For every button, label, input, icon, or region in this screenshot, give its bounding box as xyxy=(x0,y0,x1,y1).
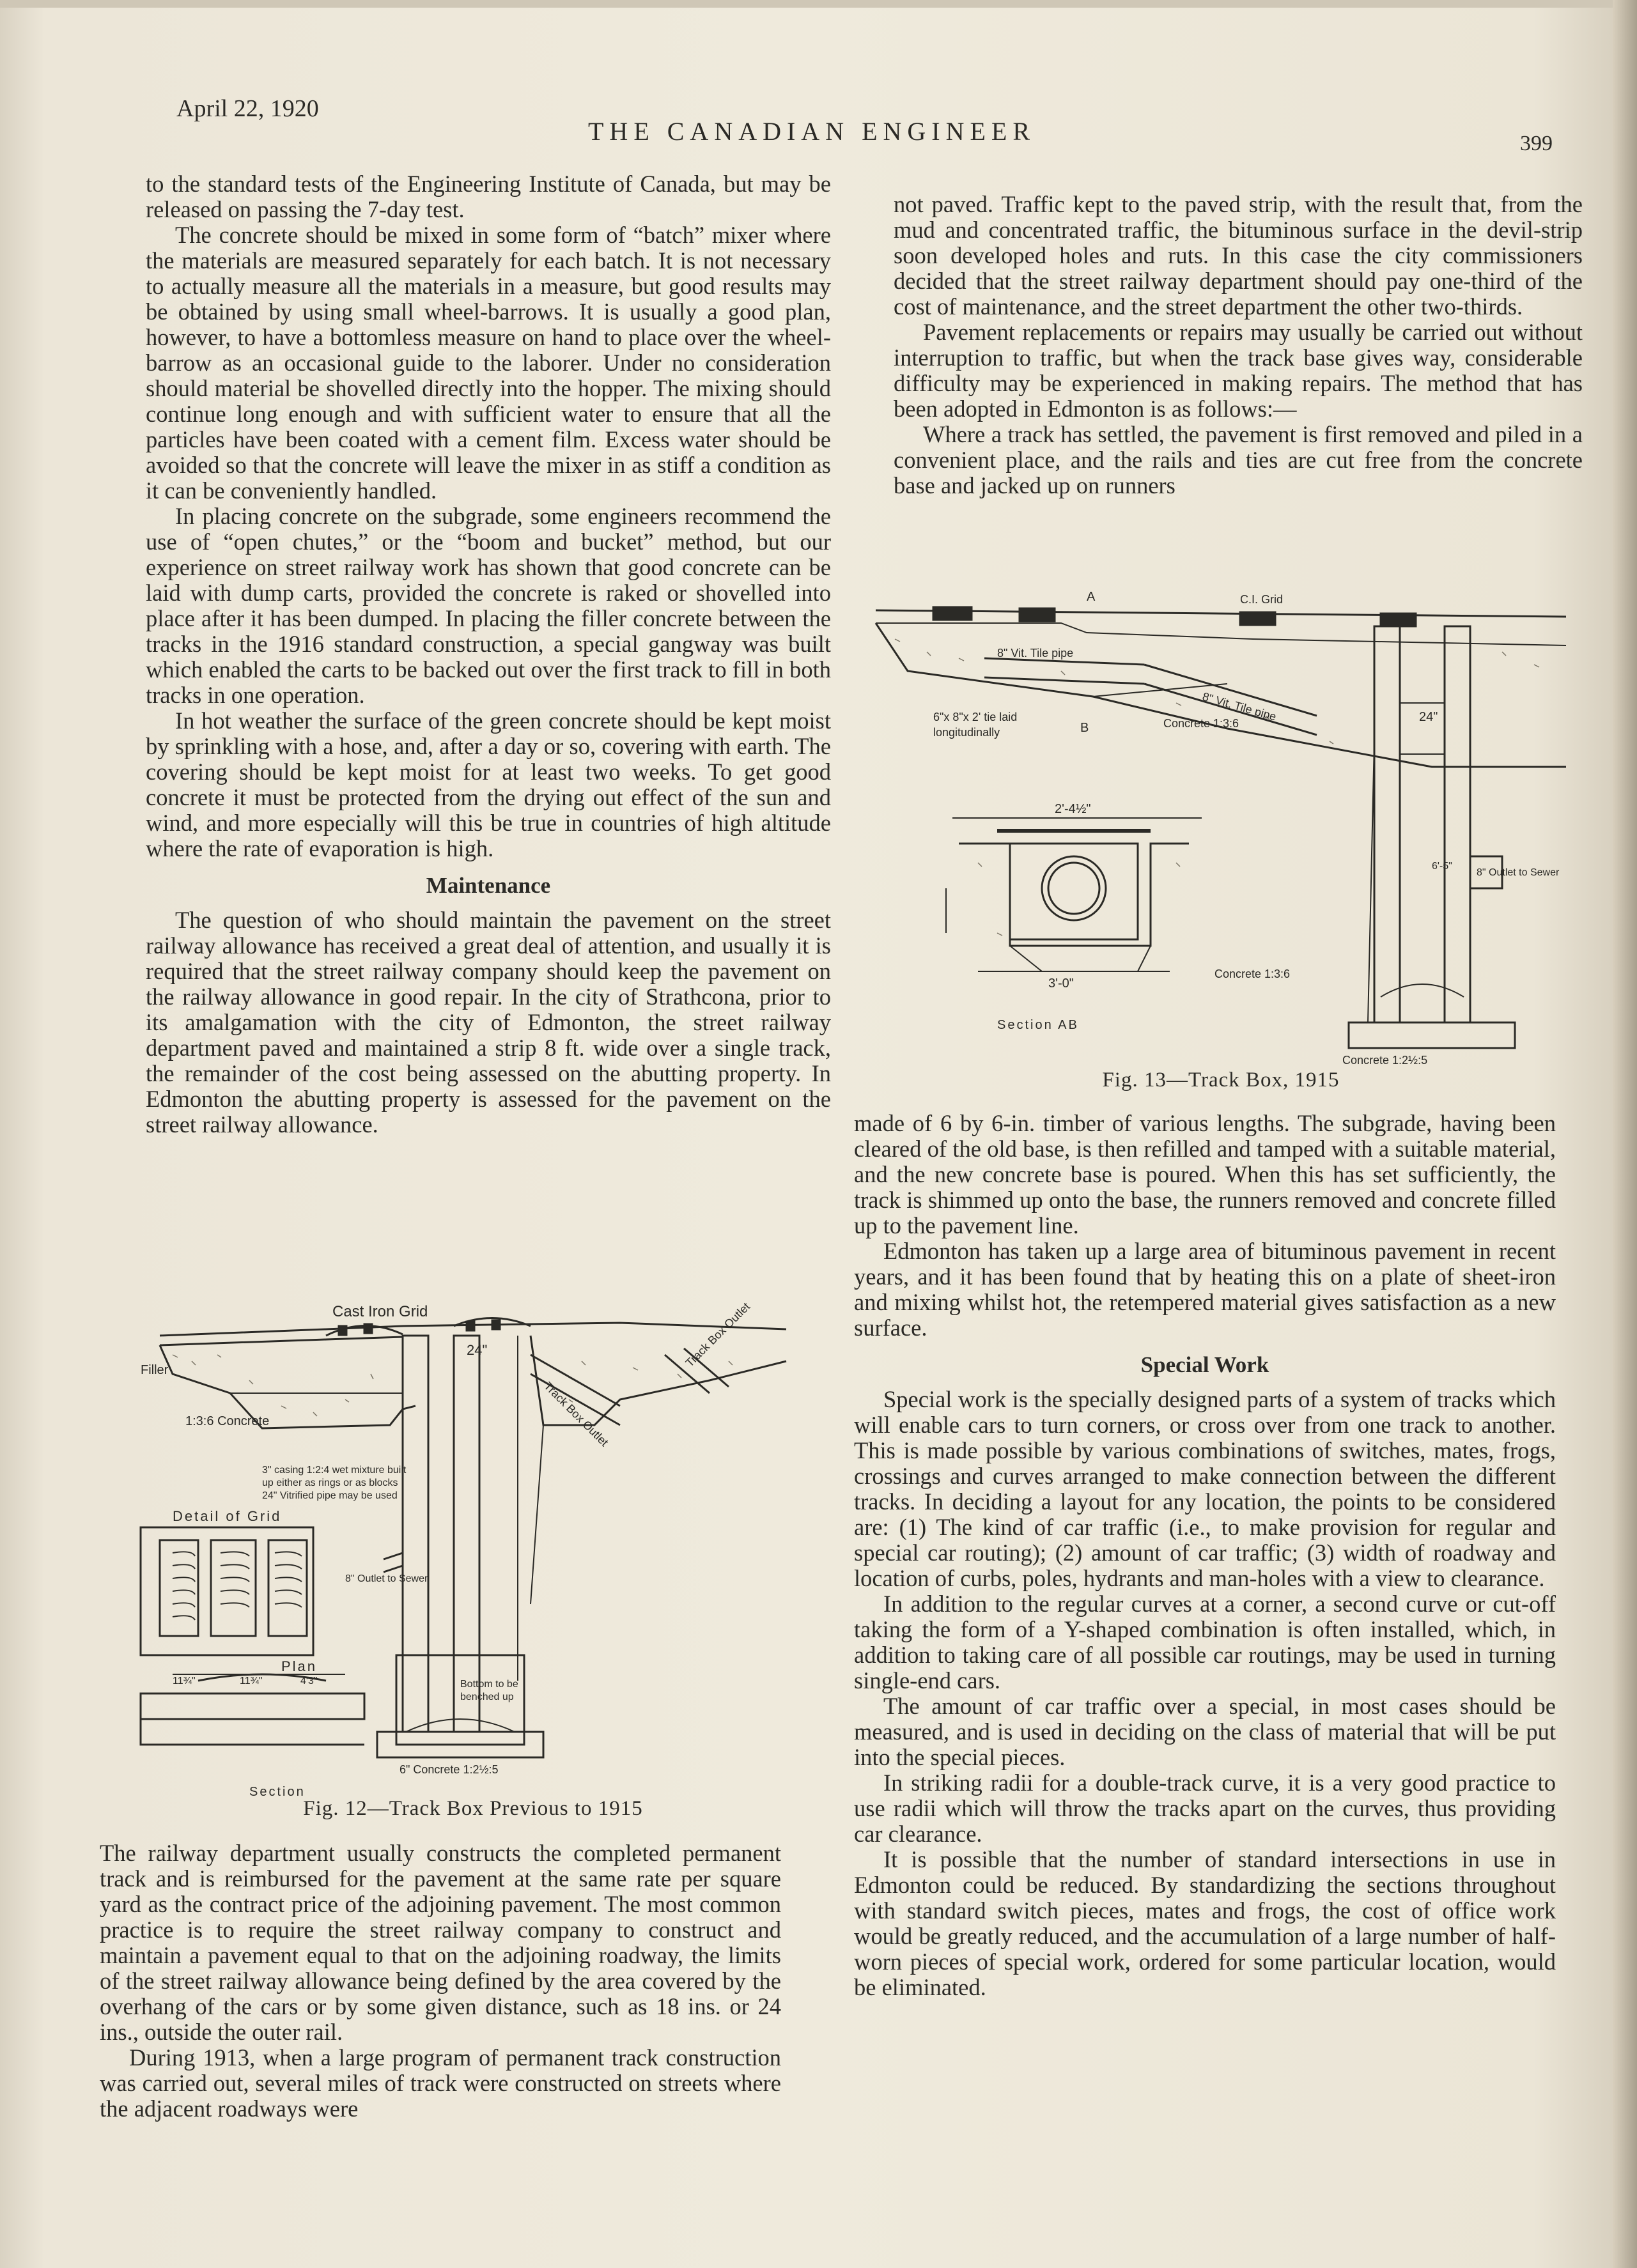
journal-title: THE CANADIAN ENGINEER xyxy=(588,117,1036,146)
label-outlet-sewer: 8" Outlet to Sewer xyxy=(345,1573,428,1584)
label-concrete-136-b: Concrete 1:3:6 xyxy=(1214,968,1291,980)
right-column-upper xyxy=(894,192,1583,498)
label-24: 24" xyxy=(467,1342,488,1358)
label-concrete-125: Concrete 1:2½:5 xyxy=(1342,1054,1428,1067)
label-6-5: 6'-5" xyxy=(1432,861,1452,872)
paragraph: The amount of car traffic over a special, in most cases should be measured, and is used in deciding on the class of material that will be put into the special pieces. xyxy=(854,1693,1556,1770)
paragraph: In striking radii for a double-track curve, it is a very good practice to use radii which will throw the tracks apart on the curves, thus providing car clearance. xyxy=(854,1770,1556,1847)
label-filler: Filler xyxy=(141,1363,169,1377)
label-outlet-sewer: 8" Outlet to Sewer xyxy=(1477,867,1560,878)
paragraph: Pavement replacements or repairs may usually be carried out without interruption to traffic, but when the track base gives way, considerable difficulty may be experienced in making repairs. The method that has been adopted in Edmonton is as follows:— xyxy=(894,319,1583,422)
label-tile-pipe-2: 8" Vit. Tile pipe xyxy=(1200,690,1278,723)
label-24: 24" xyxy=(1419,710,1438,724)
issue-date: April 22, 1920 xyxy=(176,95,319,122)
section-heading-maintenance: Maintenance xyxy=(426,873,551,898)
figure-13-track-box-drawing xyxy=(869,588,1579,1074)
label-a: A xyxy=(1087,590,1096,604)
paragraph: The railway department usually constructs the completed permanent track and is reimbursed for the pavement at the same rate per square yard as the contract price of the adjoining pavement. The most common practice is to require the street railway company to construct and maintain a pavement equal to that on the adjoining roadway, the limits of the street railway allowance being defined by the area covered by the overhang of the cars or by some given distance, such as 18 ins. or 24 ins., outside the outer rail. xyxy=(100,1840,781,2045)
label-bottom-1: Bottom to be xyxy=(460,1679,518,1690)
label-section-ab: Section AB xyxy=(997,1018,1079,1032)
label-concrete: 1:3:6 Concrete xyxy=(185,1414,270,1428)
label-dim-c: 4'3" xyxy=(300,1676,318,1686)
paragraph: not paved. Traffic kept to the paved strip, with the result that, from the mud and concentrated traffic, the bituminous surface in the devil-strip soon developed holes and ruts. In this case the city commissioners decided that the street railway department should pay one-third of the cost of maintenance, and the street department the other two-thirds. xyxy=(894,191,1583,320)
label-tile-pipe-1: 8" Vit. Tile pipe xyxy=(997,647,1074,660)
label-bottom-2: benched up xyxy=(460,1692,514,1702)
section-heading-special-work: Special Work xyxy=(1140,1352,1269,1377)
paragraph: Edmonton has taken up a large area of bituminous pavement in recent years, and it has been found that by heating this on a plate of sheet-iron and mixing whilst hot, the retempered material gives satisfaction as a new surface. xyxy=(854,1238,1556,1341)
label-tie-1: 6"x 8"x 2' tie laid xyxy=(933,711,1018,723)
label-dim-b: 11¾" xyxy=(240,1676,263,1686)
paragraph: The question of who should maintain the pavement on the street railway allowance has received a great deal of attention, and usually it is required that the street railway company should keep the pavement on the railway allowance in good repair. In the city of Strathcona, prior to its amalgamation with the city of Edmonton, the street railway department paved and maintained a strip 8 ft. wide over a single track, the remainder of the cost being assessed on the abutting property. In Edmonton the abutting property is assessed for the pavement on the street railway allowance. xyxy=(146,907,831,1138)
figure-12-caption: Fig. 12—Track Box Previous to 1915 xyxy=(303,1797,643,1820)
label-note-2: up either as rings or as blocks xyxy=(262,1477,398,1488)
label-plan: Plan xyxy=(281,1658,318,1674)
left-column-upper xyxy=(146,171,831,1138)
page-number: 399 xyxy=(1520,132,1553,155)
label-concrete-136: Concrete 1:3:6 xyxy=(1163,717,1239,730)
figure-13-caption: Fig. 13—Track Box, 1915 xyxy=(1102,1068,1340,1092)
paragraph: made of 6 by 6-in. timber of various lengths. The subgrade, having been cleared of the old base, is then refilled and tamped with a suitable material, and the new concrete base is poured. When this has set sufficiently, the track is shimmed up onto the base, the runners removed and concrete filled up to the pavement line. xyxy=(854,1110,1556,1238)
paragraph: The concrete should be mixed in some form of “batch” mixer where the materials are measured separately for each batch. It is not necessary to actually measure all the materials in a measure, but good results may be obtained by using small wheel-barrows. It is usually a good plan, however, to have a bottomless measure on hand to place over the wheel-barrow as an occasional guide to the laborer. Under no consideration should material be shovelled directly into the hopper. The mixing should continue long enough and with sufficient water to ensure that all the particles have been coated with a cement film. Excess water should be avoided so that the concrete will leave the mixer in as stiff a condition as it can be conveniently handled. xyxy=(146,222,831,504)
right-column-lower xyxy=(854,1111,1556,2000)
page-top-edge xyxy=(0,0,1637,8)
label-cast-iron-grid: Cast Iron Grid xyxy=(332,1303,428,1320)
figure-12-track-box-drawing xyxy=(134,1297,844,1796)
paragraph: In hot weather the surface of the green concrete should be kept moist by sprinkling with a hose, and, after a day or so, covering with earth. The covering should be kept moist for at least two weeks. To get good concrete it must be protected from the drying out effect of the sun and wind, and more especially will this be true in countries of high altitude where the rate of evaporation is high. xyxy=(146,707,831,861)
book-spine-edge xyxy=(1613,0,1637,2268)
paragraph: Where a track has settled, the pavement is first removed and piled in a convenient place, and the rails and ties are cut free from the concrete base and jacked up on runners xyxy=(894,421,1583,498)
label-note-3: 24" Vitrified pipe may be used xyxy=(262,1490,398,1501)
paragraph: In addition to the regular curves at a corner, a second curve or cut-off taking the form of a Y-shaped combination is often installed, which, in addition to taking care of all possible car routings, may be used in turning single-end cars. xyxy=(854,1591,1556,1693)
label-2-4-half: 2'-4½" xyxy=(1055,802,1091,816)
label-outlet-1: Track Box Outlet xyxy=(541,1379,611,1449)
label-note-1: 3" casing 1:2:4 wet mixture built xyxy=(262,1465,407,1476)
label-detail-of-grid: Detail of Grid xyxy=(173,1508,282,1524)
label-b: B xyxy=(1080,721,1089,735)
label-ci-grid: C.I. Grid xyxy=(1240,593,1284,606)
paragraph: During 1913, when a large program of permanent track construction was carried out, several miles of track were constructed on streets where the adjacent roadways were xyxy=(100,2044,781,2122)
label-dim-a: 11¾" xyxy=(173,1676,196,1686)
paragraph: In placing concrete on the subgrade, some engineers recommend the use of “open chutes,” or the “boom and bucket” method, but our experience on street railway work has shown that good concrete can be laid with dump carts, provided the concrete is raked or shovelled into place after it has been dumped. In placing the filler concrete between the tracks in the 1916 standard construction, a special gangway was built which enabled the carts to be backed out over the first track to fill in both tracks in one operation. xyxy=(146,503,831,708)
left-column-lower xyxy=(100,1840,781,2122)
paragraph: Special work is the specially designed parts of a system of tracks which will enable cars to turn corners, or cross over from one track to another. This is made possible by various combinations of switches, mates, frogs, crossings and curves arranged to make connection between the different tracks. In deciding a layout for any location, the points to be considered are: (1) The kind of car traffic (i.e., to make provision for regular and special car routing); (2) amount of car traffic; (3) width of roadway and location of curbs, poles, hydrants and man-holes with a view to clearance. xyxy=(854,1386,1556,1591)
label-outlet-2: Track Box Outlet xyxy=(683,1300,753,1369)
label-concrete-bottom: 6" Concrete 1:2½:5 xyxy=(400,1763,499,1776)
label-3-0: 3'-0" xyxy=(1048,976,1074,991)
paragraph: It is possible that the number of standard intersections in use in Edmonton could be reduced. By standardizing the sections throughout with standard switch pieces, mates and frogs, the cost of office work would be greatly reduced, and the accumulation of a large number of half-worn pieces of special work, ordered for some particular location, would be eliminated. xyxy=(854,1846,1556,2000)
label-section: Section xyxy=(249,1785,306,1796)
label-tie-2: longitudinally xyxy=(933,726,1000,739)
paragraph: to the standard tests of the Engineering Institute of Canada, but may be released on passing the 7-day test. xyxy=(146,171,831,222)
